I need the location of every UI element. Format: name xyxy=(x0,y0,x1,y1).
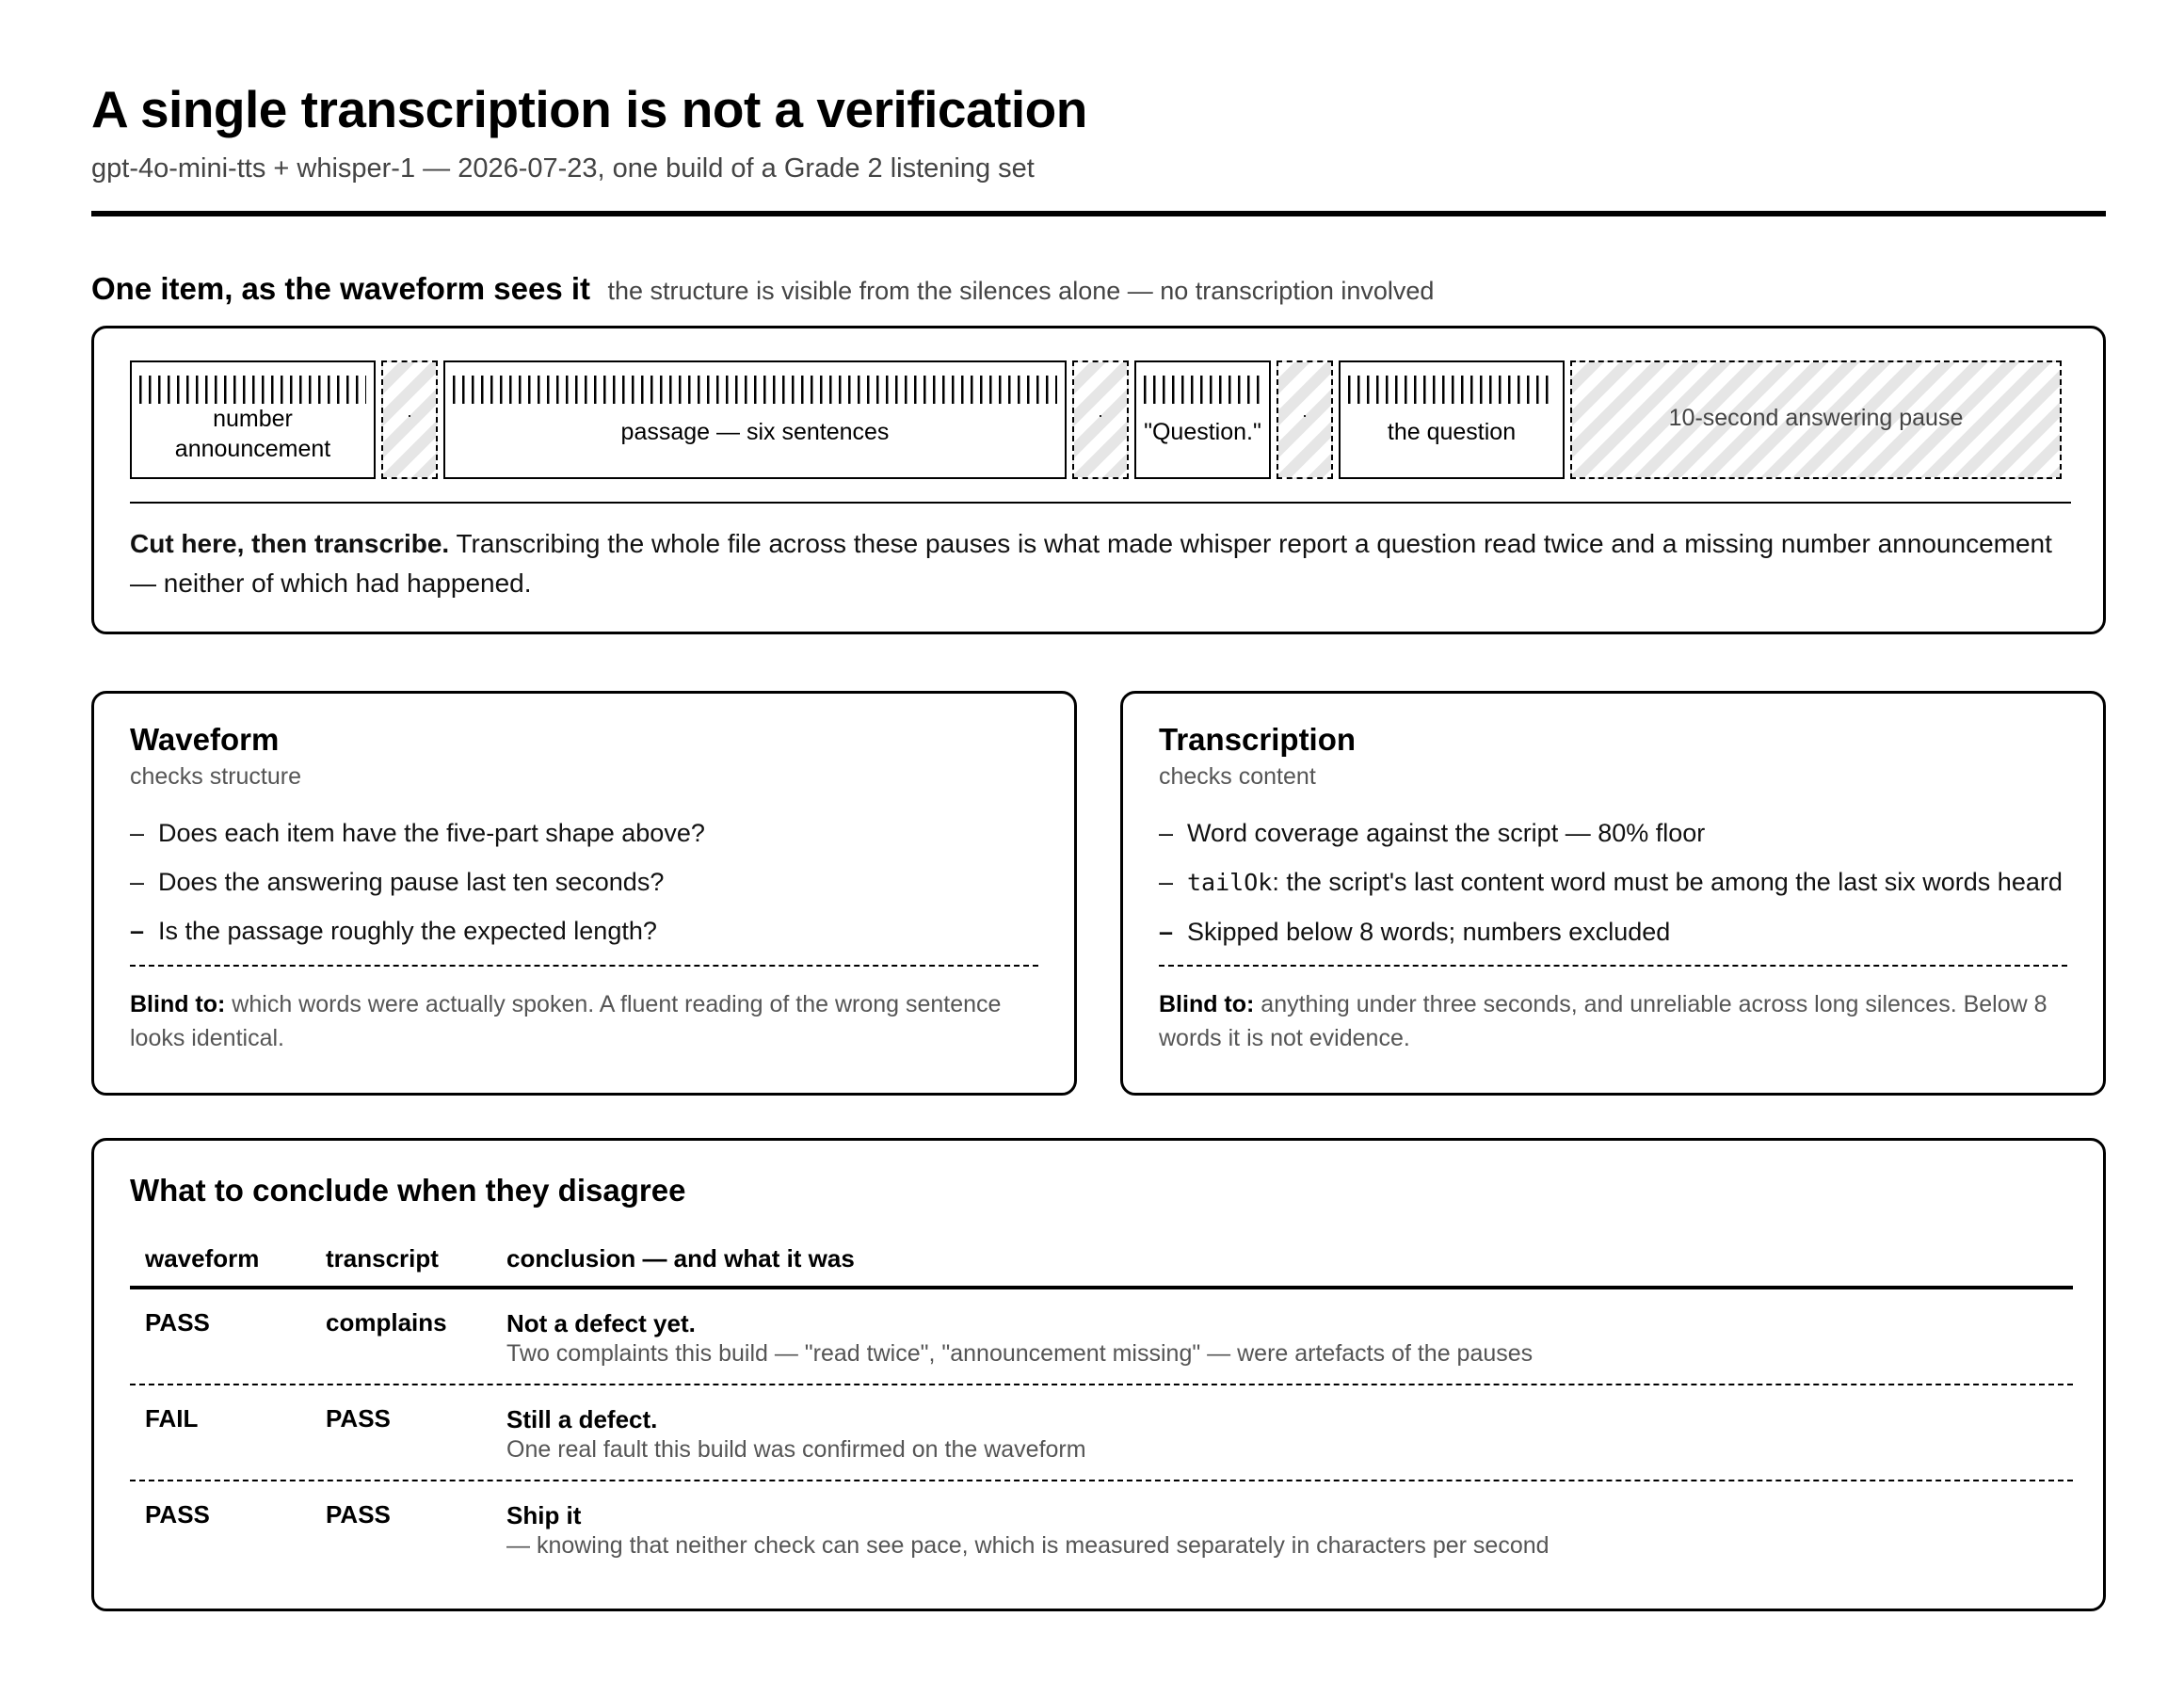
blind-label: Blind to: xyxy=(130,991,226,1017)
segment-label-line2: announcement xyxy=(174,436,331,462)
cell-transcript: PASS xyxy=(326,1404,391,1433)
segment-the-question xyxy=(1339,360,1565,479)
cell-conclusion xyxy=(506,1308,1533,1369)
page-title: A single transcription is not a verification xyxy=(91,80,1087,138)
conclusion-title: What to conclude when they disagree xyxy=(130,1173,686,1208)
segment-number-announcement xyxy=(130,360,376,479)
segment-silence-gap xyxy=(1072,360,1129,479)
list-item-text: Word coverage against the script — 80% floor xyxy=(1187,819,1706,847)
transcription-panel xyxy=(1120,691,2106,1096)
list-item: – tailOk: the script's last content word must be among the last six words heard xyxy=(1159,868,2063,896)
list-item-text: Does the answering pause last ten seconds? xyxy=(158,868,665,896)
tailok-code: tailOk xyxy=(1187,869,1273,896)
cell-conclusion xyxy=(506,1500,1550,1561)
panel-divider xyxy=(1159,965,2067,967)
waveform-segments xyxy=(130,360,2071,479)
table-row xyxy=(130,1481,2073,1577)
cell-waveform: PASS xyxy=(145,1500,210,1529)
page-subtitle: gpt-4o-mini-tts + whisper-1 — 2026-07-23, one build of a Grade 2 listening set xyxy=(91,153,1035,184)
list-item-text: Is the passage roughly the expected length? xyxy=(158,917,657,945)
conclusion-main: Still a defect. xyxy=(506,1405,658,1433)
panel-checklist xyxy=(130,808,1052,955)
list-item: – Does the answering pause last ten seconds? xyxy=(130,868,665,896)
conclusion-table xyxy=(130,1237,2073,1577)
waveform-note xyxy=(130,524,2079,603)
segment-label: "Question." xyxy=(1144,419,1261,445)
header-rule xyxy=(91,211,2106,216)
panel-title: Transcription xyxy=(1159,722,1357,757)
table-header-row xyxy=(130,1237,2073,1289)
panel-checklist xyxy=(1159,808,2081,956)
cell-conclusion xyxy=(506,1404,1086,1465)
waveform-structure-box xyxy=(91,326,2106,634)
cell-transcript: PASS xyxy=(326,1500,391,1529)
list-item: – Is the passage roughly the expected length? xyxy=(130,917,657,945)
conclusion-box xyxy=(91,1138,2106,1611)
list-item-text: Does each item have the five-part shape above? xyxy=(158,819,705,847)
column-header-waveform: waveform xyxy=(145,1244,260,1273)
segment-label-line1: number xyxy=(213,406,293,432)
waveform-divider xyxy=(130,502,2071,504)
conclusion-main: Not a defect yet. xyxy=(506,1309,696,1337)
speech-ticks xyxy=(453,376,1057,404)
conclusion-detail: Two complaints this build — "read twice", "announcement missing" — were artefacts of the pauses xyxy=(506,1340,1534,1367)
gap-mark: · xyxy=(407,406,412,424)
speech-ticks xyxy=(1144,376,1261,404)
segment-silence-gap xyxy=(381,360,438,479)
segment-label xyxy=(132,404,374,464)
blind-text: anything under three seconds, and unreliable across long silences. Below 8 words it is not evidence. xyxy=(1159,991,2048,1051)
cell-waveform: FAIL xyxy=(145,1404,199,1433)
cell-transcript: complains xyxy=(326,1308,447,1337)
gap-mark: · xyxy=(1302,406,1308,424)
waveform-note-text: Transcribing the whole file across these pauses is what made whisper report a question read twice and a missing number announcement — neither of which had happened. xyxy=(130,529,2052,598)
list-item-text: : the script's last content word must be among the last six words heard xyxy=(1272,868,2063,896)
panel-blind-note xyxy=(1159,987,2072,1055)
waveform-panel xyxy=(91,691,1077,1096)
list-item-text: Skipped below 8 words; numbers excluded xyxy=(1187,918,1671,946)
speech-ticks xyxy=(1348,376,1555,404)
waveform-note-bold: Cut here, then transcribe. xyxy=(130,529,450,558)
segment-answering-pause xyxy=(1570,360,2062,479)
segment-label: passage — six sentences xyxy=(620,419,890,445)
waveform-section-heading xyxy=(91,271,1434,307)
conclusion-detail: — knowing that neither check can see pace, which is measured separately in characters per second xyxy=(506,1532,1550,1559)
blind-text: which words were actually spoken. A fluent reading of the wrong sentence looks identical. xyxy=(130,991,1002,1051)
conclusion-main: Ship it xyxy=(506,1501,582,1529)
waveform-section-title: One item, as the waveform sees it xyxy=(91,271,591,306)
speech-ticks xyxy=(139,376,366,404)
panel-title: Waveform xyxy=(130,722,280,757)
list-item: – Word coverage against the script — 80% floor xyxy=(1159,819,1706,847)
segment-passage xyxy=(443,360,1067,479)
segment-label: the question xyxy=(1387,419,1517,445)
cell-waveform: PASS xyxy=(145,1308,210,1337)
panel-subtitle: checks content xyxy=(1159,763,1316,790)
panel-blind-note xyxy=(130,987,1043,1055)
segment-label: 10-second answering pause xyxy=(1668,405,1964,431)
gap-mark: · xyxy=(1098,406,1103,424)
segment-question-cue xyxy=(1134,360,1271,479)
waveform-section-subtitle: the structure is visible from the silences alone — no transcription involved xyxy=(607,277,1435,305)
list-item: – Does each item have the five-part shape above? xyxy=(130,819,705,847)
table-row xyxy=(130,1385,2073,1481)
list-item: – Skipped below 8 words; numbers excluded xyxy=(1159,918,1671,946)
column-header-conclusion: conclusion — and what it was xyxy=(506,1244,855,1273)
panel-subtitle: checks structure xyxy=(130,763,302,790)
blind-label: Blind to: xyxy=(1159,991,1255,1017)
segment-silence-gap xyxy=(1277,360,1333,479)
conclusion-detail: One real fault this build was confirmed on the waveform xyxy=(506,1436,1086,1463)
panel-divider xyxy=(130,965,1038,967)
table-row xyxy=(130,1289,2073,1385)
column-header-transcript: transcript xyxy=(326,1244,439,1273)
